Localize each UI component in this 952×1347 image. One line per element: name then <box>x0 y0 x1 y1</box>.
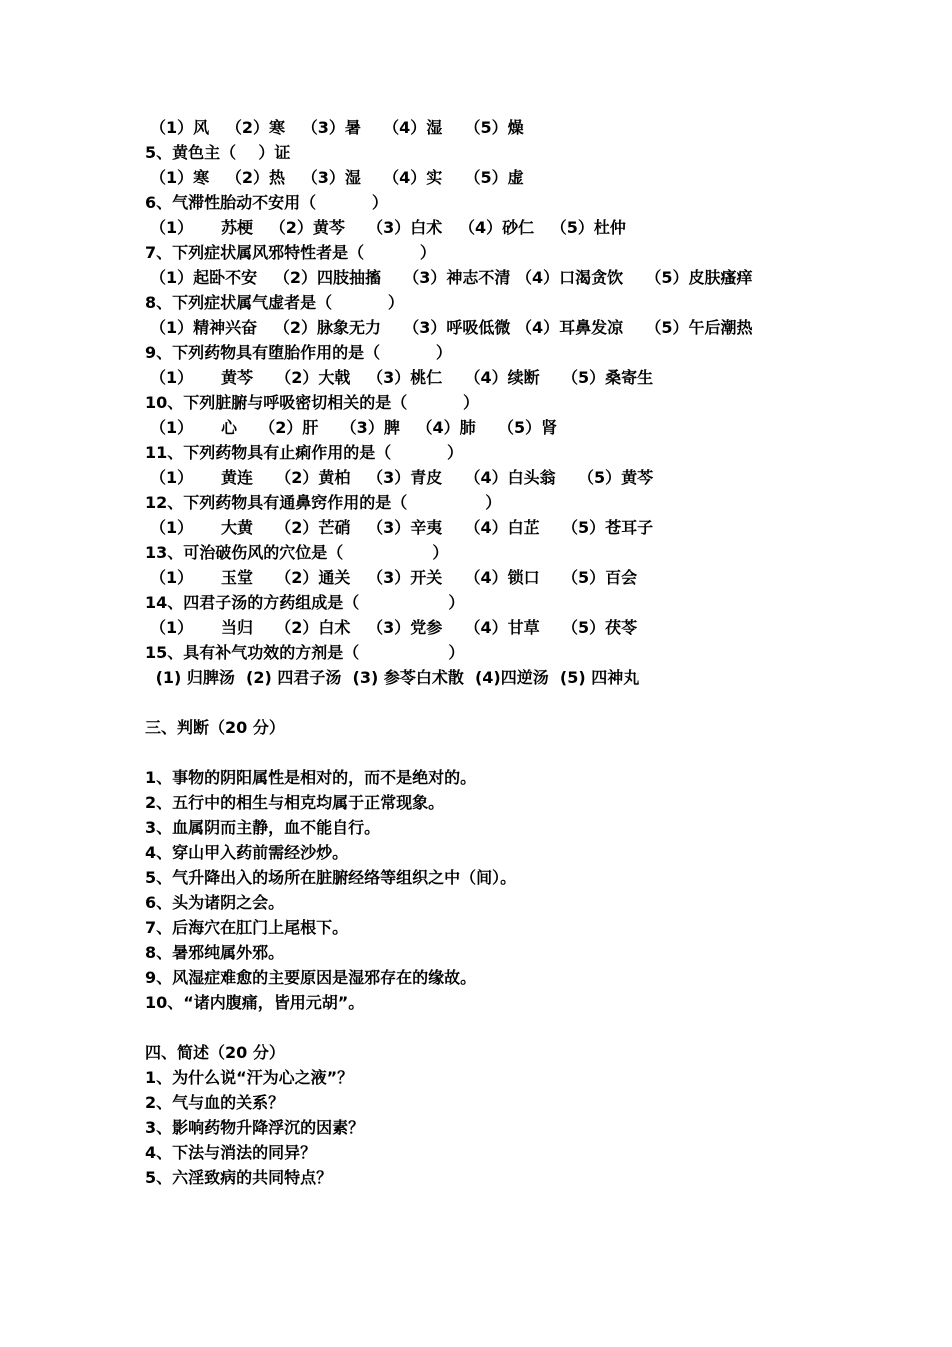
q7-question: 7、下列症状属风邪特性者是（ ） <box>145 243 436 262</box>
judgment-item: 1、事物的阴阳属性是相对的，而不是绝对的。 <box>145 768 477 787</box>
q12-question: 12、下列药物具有通鼻窍作用的是（ ） <box>145 493 502 512</box>
judgment-item: 2、五行中的相生与相克均属于正常现象。 <box>145 793 445 812</box>
q10-question: 10、下列脏腑与呼吸密切相关的是（ ） <box>145 393 479 412</box>
q14-question: 14、四君子汤的方药组成是（ ） <box>145 593 465 612</box>
short-answer-item: 2、气与血的关系？ <box>145 1093 285 1112</box>
q11-question: 11、下列药物具有止痢作用的是（ ） <box>145 443 463 462</box>
judgment-item: 8、暑邪纯属外邪。 <box>145 943 285 962</box>
q6-options: （1） 苏梗 （2）黄芩 （3）白术 （4）砂仁 （5）杜仲 <box>150 218 626 237</box>
q8-options: （1）精神兴奋 （2）脉象无力 （3）呼吸低微 （4）耳鼻发凉 （5）午后潮热 <box>150 318 753 337</box>
q7-options: （1）起卧不安 （2）四肢抽搐 （3）神志不清 （4）口渴贪饮 （5）皮肤瘙痒 <box>150 268 753 287</box>
q5-question: 5、黄色主（ ）证 <box>145 143 291 162</box>
q4-options: （1）风 （2）寒 （3）暑 （4）湿 （5）燥 <box>150 118 524 137</box>
q12-options: （1） 大黄 （2）芒硝 （3）辛夷 （4）白芷 （5）苍耳子 <box>150 518 654 537</box>
q9-options: （1） 黄芩 （2）大戟 （3）桃仁 （4）续断 （5）桑寄生 <box>150 368 654 387</box>
q6-question: 6、气滞性胎动不安用（ ） <box>145 193 388 212</box>
q5-options: （1）寒 （2）热 （3）湿 （4）实 （5）虚 <box>150 168 524 187</box>
short-answer-item: 5、六淫致病的共同特点？ <box>145 1168 333 1187</box>
short-answer-item: 1、为什么说“汗为心之液”？ <box>145 1068 354 1087</box>
q9-question: 9、下列药物具有堕胎作用的是（ ） <box>145 343 452 362</box>
short-answer-item: 4、下法与消法的同异？ <box>145 1143 317 1162</box>
q8-question: 8、下列症状属气虚者是（ ） <box>145 293 404 312</box>
q14-options: （1） 当归 （2）白术 （3）党参 （4）甘草 （5）茯苓 <box>150 618 638 637</box>
short-answer-item: 3、影响药物升降浮沉的因素？ <box>145 1118 365 1137</box>
judgment-item: 7、后海穴在肛门上尾根下。 <box>145 918 349 937</box>
section4-heading: 四、简述（20 分） <box>145 1043 285 1062</box>
q13-options: （1） 玉堂 （2）通关 （3）开关 （4）锁口 （5）百会 <box>150 568 638 587</box>
judgment-item: 9、风湿症难愈的主要原因是湿邪存在的缘故。 <box>145 968 477 987</box>
q11-options: （1） 黄连 （2）黄柏 （3）青皮 （4）白头翁 （5）黄芩 <box>150 468 654 487</box>
q15-question: 15、具有补气功效的方剂是（ ） <box>145 643 465 662</box>
judgment-item: 5、气升降出入的场所在脏腑经络等组织之中（间）。 <box>145 868 517 887</box>
section3-heading: 三、判断（20 分） <box>145 718 285 737</box>
judgment-item: 10、“诸内腹痛，皆用元胡”。 <box>145 993 365 1012</box>
judgment-item: 4、穿山甲入药前需经沙炒。 <box>145 843 349 862</box>
judgment-item: 3、血属阴而主静，血不能自行。 <box>145 818 381 837</box>
judgment-item: 6、头为诸阴之会。 <box>145 893 285 912</box>
q13-question: 13、可治破伤风的穴位是（ ） <box>145 543 449 562</box>
q15-options: (1) 归脾汤 (2) 四君子汤 (3) 参苓白术散 (4)四逆汤 (5) 四神丸 <box>150 668 640 687</box>
q10-options: （1） 心 （2）肝 （3）脾 （4）肺 （5）肾 <box>150 418 558 437</box>
